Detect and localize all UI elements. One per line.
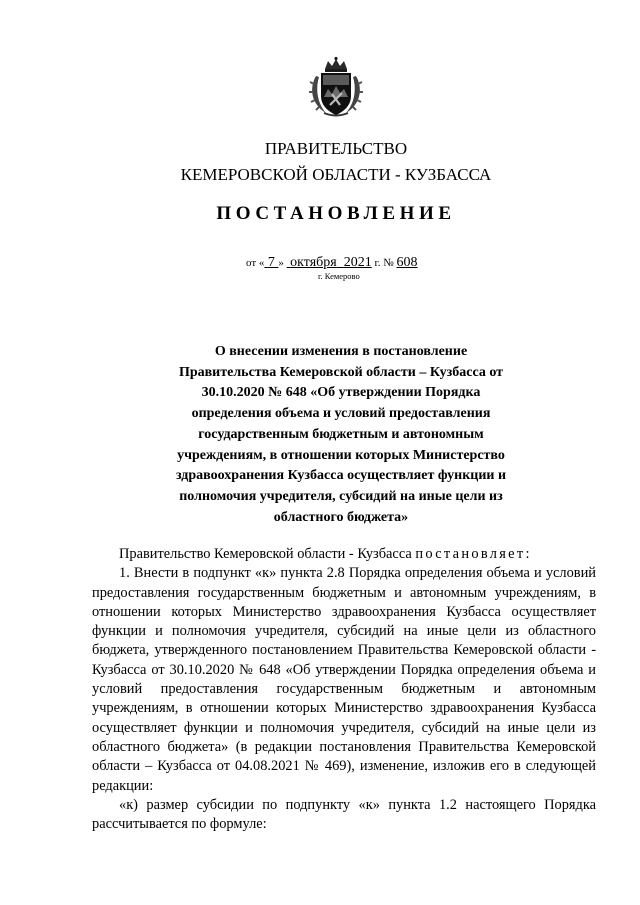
date-day: 7 bbox=[267, 255, 275, 270]
date-month: октября bbox=[290, 255, 337, 270]
body-intro-verb: постановляет: bbox=[415, 546, 532, 562]
date-month-year bbox=[287, 255, 372, 270]
date-day-close: » bbox=[278, 257, 284, 269]
body-paragraph-1: 1. Внести в подпункт «к» пункта 2.8 Порядка определения объема и условий предоставления государственным бюджетным и автономным учреждениям, в отношении которых Министерство здравоохранения Кузбасса осуществляет функции и полномочия учредителя, субсидий на иные цели из областного бюджета, утвержденного постановлением Правительства Кемеровской области - Кузбасса от 30.10.2020 № 648 «Об утверждении Порядка определения объема и условий предоставления государственным бюджетным и автономным учреждениям, в отношении которых Министерство здравоохранения Кузбасса осуществляет функции и полномочия учредителя, субсидий на иные цели из областного бюджета» (в редакции постановления Правительства Кемеровской области – Кузбасса от 04.08.2021 № 469), изменение, изложив его в следующей редакции: bbox=[92, 565, 596, 794]
organization-name-line1: ПРАВИТЕЛЬСТВО bbox=[264, 139, 408, 158]
coat-of-arms-icon bbox=[306, 56, 366, 118]
date-year: 2021 bbox=[343, 255, 372, 270]
city-name: г. Кемерово bbox=[318, 271, 360, 281]
body-intro-paragraph bbox=[92, 545, 596, 564]
document-body bbox=[92, 545, 596, 834]
document-number-label: г. № bbox=[374, 257, 394, 269]
date-number-line bbox=[246, 255, 418, 271]
date-prefix: от « bbox=[246, 257, 265, 269]
organization-name-line2: КЕМЕРОВСКОЙ ОБЛАСТИ - КУЗБАССА bbox=[180, 165, 492, 184]
body-paragraph-2: «к) размер субсидии по подпункту «к» пункта 1.2 настоящего Порядка рассчитывается по формуле: bbox=[92, 796, 596, 833]
document-title: О внесении изменения в постановление Правительства Кемеровской области – Кузбасса от 30.10.2020 № 648 «Об утверждении Порядка определения объема и условий предоставления государственным бюджетным и автономным учреждениям, в отношении которых Министерство здравоохранения Кузбасса осуществляет функции и полномочия учредителя, субсидий на иные цели из областного бюджета» bbox=[175, 344, 507, 525]
document-number: 608 bbox=[396, 255, 418, 270]
body-intro-lead: Правительство Кемеровской области - Кузбасса bbox=[119, 546, 412, 562]
document-type-heading: ПОСТАНОВЛЕНИЕ bbox=[216, 203, 456, 224]
